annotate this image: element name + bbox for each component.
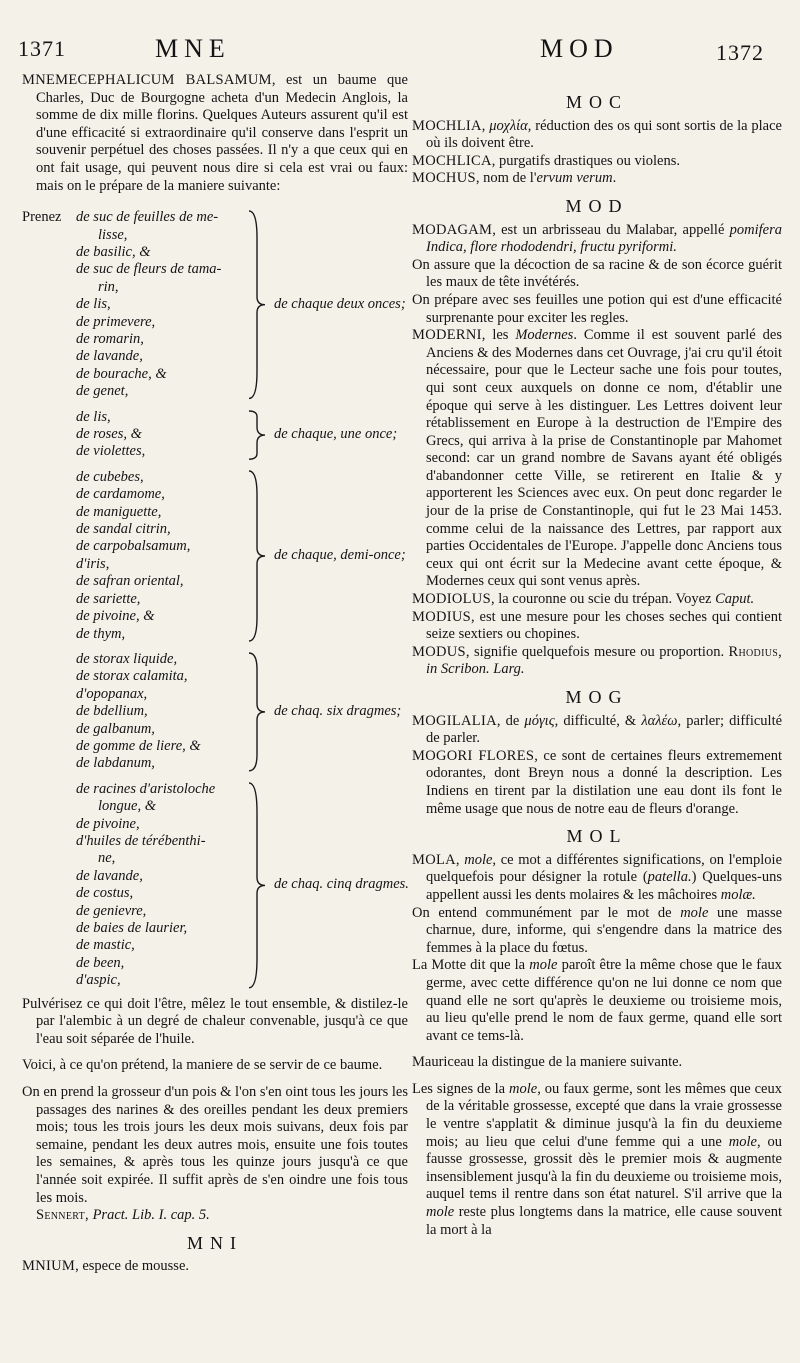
ingredient-item: de labdanum, — [76, 755, 155, 772]
greek-word: λαλέω — [641, 712, 678, 729]
italic-term: mole — [464, 851, 493, 868]
ingredient-item: lisse, — [98, 226, 128, 243]
ingredient-item: ne, — [98, 850, 116, 867]
ingredient-item: de storax liquide, — [76, 650, 178, 667]
ingredient-item: de racines d'aristoloche — [76, 780, 216, 797]
ingredient-item: de carpobalsamum, — [76, 538, 191, 555]
section-heading-mol: MOL — [566, 826, 628, 847]
recipe-group — [22, 781, 408, 990]
italic-term: pomifera Indica, flore rhododendri, fructu pyriformi. — [426, 221, 783, 256]
entry-mogilalia — [412, 713, 782, 748]
entry-modiolus — [412, 591, 782, 609]
italic-term: mole — [728, 1133, 757, 1150]
ingredient-item: de storax calamita, — [76, 668, 188, 685]
italic-term: mole — [509, 1080, 538, 1097]
paragraph-mola-2 — [412, 905, 782, 958]
ingredient-item: d'huiles de térébenthi- — [76, 832, 206, 849]
ingredient-item: rin, — [98, 278, 119, 295]
entry-text: , parler; difficulté de parler. — [426, 712, 783, 747]
entry-text: , espece de mousse. — [75, 1258, 190, 1275]
italic-term: ervum verum — [536, 170, 613, 187]
paragraph-voici: Voici, à ce qu'on prétend, la maniere de se servir de ce baume. — [22, 1057, 383, 1074]
ingredient-item: longue, & — [98, 798, 156, 815]
dose-label: de chaque, demi-once; — [274, 546, 406, 563]
entry-mogori — [412, 748, 782, 818]
paragraph-mola-4: Mauriceau la distingue de la maniere suivante. — [412, 1054, 683, 1071]
section-heading-mni: MNI — [187, 1232, 243, 1253]
entry-text: La Motte dit que la — [412, 957, 526, 974]
italic-term: mole — [680, 904, 709, 921]
entry-text: ou fausse grossesse, grossit dès le premier mois & augmente insensiblement jusqu'à la fin du deuxieme ou troisieme mois, auquel tems il rentre dans son état naturel. S'il arrive que la — [426, 1133, 782, 1203]
ingredient-item: de roses, & — [76, 426, 142, 443]
entry-mnium — [22, 1258, 408, 1276]
ingredient-item: de maniguette, — [76, 503, 162, 520]
entry-text: , — [455, 851, 460, 868]
ref-author: Rhodius, — [728, 643, 783, 660]
recipe-group — [22, 409, 408, 461]
ingredient-item: de costus, — [76, 885, 134, 902]
dose-label: de chaque deux onces; — [274, 295, 406, 312]
headword: MOGILALIA — [412, 712, 497, 729]
ingredient-item: de bourache, & — [76, 365, 167, 382]
italic-term: molæ. — [720, 886, 756, 903]
entry-text: , de — [496, 712, 520, 729]
entry-text: paroît être la même chose que le faux germe, avec cette différence qu'on ne lui donne ce nom que quand elle ne sort qu'après le deuxieme ou troisieme mois, au lieu qu'elle prend le nom de faux germe, quand elle sort avant ce tems-là. — [426, 957, 783, 1044]
ingredient-item: d'iris, — [76, 555, 110, 572]
headword: MNIUM — [22, 1258, 76, 1275]
curly-brace-icon — [246, 409, 268, 461]
ingredient-item: de safran oriental, — [76, 573, 184, 590]
entry-text: reste plus longtems dans la matrice, elle cause souvent la mort à la — [426, 1204, 782, 1238]
entry-text: , ce sont de certaines fleurs extremement odorantes, dont Breyn nous a donné la description. Les Indiens en tirent par la distilation une eau dont ils font le même usage que nous de notre eau de fleurs d'orange. — [426, 747, 782, 817]
greek-word: μόγις — [524, 712, 555, 729]
entry-text: , ou faux germe, sont les mêmes que ceux de la véritable grossesse, excepté que dans la vraie grossesse le ventre s'applatit & diminue jusqu'à la fin du deuxieme mois; au lieu que celui d'une femme qui a une — [426, 1080, 782, 1150]
paragraph-modagam-3: On prépare avec ses feuilles une potion qui est d'une efficacité surprenante pour exciter les regles. — [412, 291, 782, 326]
ingredient-item: de sariette, — [76, 590, 141, 607]
ingredient-item: de thym, — [76, 625, 126, 642]
entry-text: ) Quelques-uns appellent aussi les dents molaires & les mâchoires — [426, 869, 782, 903]
entry-modagam — [412, 222, 782, 257]
italic-term: mole — [529, 957, 558, 974]
ingredient-item: de bdellium, — [76, 703, 148, 720]
cross-reference: Caput. — [715, 591, 755, 608]
entry-text: , est une mesure pour les choses seches qui contient seize sextiers ou chopines. — [426, 608, 782, 643]
entry-modus — [412, 644, 782, 679]
italic-term: mole — [426, 1204, 455, 1221]
entry-mnemecephalicum — [22, 72, 408, 195]
ingredient-item: d'aspic, — [76, 972, 121, 989]
running-head-right: MOD — [540, 34, 619, 63]
ingredient-item: de primevere, — [76, 313, 156, 330]
entry-text: , nom de l' — [475, 170, 537, 187]
ingredient-list — [76, 781, 246, 990]
section-heading-moc: MOC — [565, 92, 628, 112]
recipe-list — [22, 209, 408, 989]
headword: MODIUS — [412, 608, 471, 625]
curly-brace-icon — [246, 651, 268, 773]
ingredient-item: de mastic, — [76, 937, 135, 954]
section-heading-mog: MOG — [565, 687, 629, 707]
ingredient-item: de been, — [76, 954, 125, 971]
entry-text: , les — [481, 327, 509, 344]
ingredient-item: de pivoine, & — [76, 608, 155, 625]
ingredient-list — [76, 209, 246, 400]
entry-mochus — [412, 170, 782, 188]
italic-term: patella. — [647, 869, 692, 886]
ingredient-item: de lis, — [76, 408, 111, 425]
ingredient-item: de lis, — [76, 296, 111, 313]
right-column — [412, 72, 782, 1239]
recipe-group — [22, 209, 408, 400]
running-head-left: MNE — [155, 34, 231, 63]
ingredient-list — [76, 409, 246, 461]
entry-mochlica — [412, 153, 782, 171]
section-heading-mod: MOD — [565, 195, 629, 216]
recipe-group — [22, 651, 408, 773]
entry-text: , ce mot a différentes significations, on l'emploie quelquefois pour désigner la rotule ( — [426, 851, 783, 886]
headword: MOGORI FLORES — [412, 747, 535, 764]
entry-modius — [412, 609, 782, 644]
ref-work: Pract. Lib. I. cap. 5. — [92, 1207, 210, 1224]
ingredient-list — [76, 651, 246, 773]
dose-label: de chaq. six dragmes; — [274, 702, 402, 719]
ingredient-item: de violettes, — [76, 443, 146, 460]
ingredient-item: d'opopanax, — [76, 685, 148, 702]
ingredient-item: de basilic, & — [76, 243, 151, 260]
ingredient-item: de baies de laurier, — [76, 920, 188, 936]
dose-label: de chaq. cinq dragmes. — [274, 876, 409, 893]
headword: MODIOLUS — [412, 591, 491, 608]
ingredient-item: de lavande, — [76, 348, 143, 365]
entry-text: Les signes de la — [412, 1080, 506, 1097]
ingredient-item: de galbanum, — [76, 720, 155, 737]
entry-text: , purgatifs drastiques ou violens. — [491, 152, 680, 169]
paragraph-mola-3 — [412, 957, 782, 1045]
headword: MOLA — [412, 851, 456, 868]
page-number-left: 1371 — [18, 36, 66, 61]
prenez-label: Prenez — [22, 209, 62, 226]
greek-word: μοχλία — [489, 117, 528, 134]
ref-work: in Scribon. Larg. — [426, 661, 525, 678]
ref-author: Sennert, — [36, 1207, 89, 1224]
curly-brace-icon — [246, 469, 268, 643]
paragraph-pulverisez: Pulvérisez ce qui doit l'être, mêlez le tout ensemble, & distilez-le par l'alembic à un degré de chaleur convenable, jusqu'à ce que l'eau soit séparée de l'huile. — [22, 995, 408, 1047]
ingredient-list — [76, 469, 246, 643]
paragraph-modagam-2: On assure que la décoction de sa racine & de son écorce guérit les maux de tête invétérés. — [412, 256, 782, 291]
entry-text: , est un arbrisseau du Malabar, appellé — [492, 221, 725, 238]
headword: MODAGAM — [412, 221, 493, 238]
headword: MOCHLICA — [412, 152, 492, 169]
ingredient-item: de cubebes, — [76, 468, 144, 485]
recipe-group — [22, 469, 408, 643]
dose-label: de chaque, une once; — [274, 425, 398, 442]
entry-text: On entend communément par le mot de — [412, 904, 672, 921]
headword: MODUS — [412, 643, 466, 660]
entry-text: . — [612, 170, 617, 187]
ingredient-item: de suc de fleurs de tama- — [76, 261, 222, 278]
entry-mochlia: MOCHLIA, μοχλία, réduction des os qui sont sortis de la place où ils doivent être. — [412, 117, 782, 152]
entry-text: , est un baume que Charles, Duc de Bourgogne acheta d'un Medecin Anglois, la somme de dix mille florins. Quelques Auteurs assurent qu'il est d'une efficacité si extraordinaire qu'il conserve dans l'esprit un souvenir perpétuel des choses passées. Il n'y a que ceux qui en ont fait usage, qui peuvent nous dire si cela est vrai ou faux: mais on le prépare de la maniere suivante: — [36, 72, 408, 194]
entry-moderni — [412, 327, 782, 591]
headword: MNEMECEPHALICUM BALSAMUM — [22, 72, 272, 88]
italic-term: Modernes — [515, 327, 574, 344]
ingredient-item: de suc de feuilles de me- — [76, 209, 219, 226]
entry-text: , difficulté, & — [554, 712, 637, 729]
left-column — [22, 72, 408, 1276]
ingredient-item: de lavande, — [76, 867, 143, 884]
entry-text: , signifie quelquefois mesure ou proportion. — [465, 643, 725, 660]
curly-brace-icon — [246, 781, 268, 990]
ingredient-item: de romarin, — [76, 331, 144, 347]
ingredient-item: de gomme de liere, & — [76, 737, 201, 754]
headword: MOCHUS — [412, 170, 476, 187]
ingredient-item: de genievre, — [76, 902, 147, 919]
curly-brace-icon — [246, 209, 268, 400]
entry-mola — [412, 852, 782, 905]
entry-text: , réduction des os qui sont sortis de la place où ils doivent être. — [426, 117, 782, 152]
ingredient-item: de genet, — [76, 383, 129, 400]
paragraph-usage — [22, 1084, 408, 1225]
entry-text: . Comme il est souvent parlé des Anciens & des Modernes dans cet Ouvrage, j'ai cru qu'il étoit nécessaire, pour que le Lecteur sache une fois pour toutes, qui sont ceux auxquels on donne ce nom, d'établir une époque qui serve à les distinguer. Les Lettres doivent leur rétablissement en Europe à la destruction de l'Empire des Grecs, qui arriva à la prise de Constantinople par Mahomet second: car un grand nombre de Savans ayant été obligés d'abandonner cette Ville, se retirerent en Italie & y apporterent les Sciences avec eux. On peut donc regarder le jour de la prise de Constantinople, qui fut le 23 Mai 1453. comme celui de la naissance des Lettres, par rapport aux parties Occidentales de l'Europe. J'appelle donc Anciens tous ceux qui ont écrit sur la Medecine avant cette époque, & Modernes ceux qui sont venus après. — [426, 327, 782, 590]
usage-text: On en prend la grosseur d'un pois & l'on s'en oint tous les jours les passages des narines & des oreilles pendant les deux premiers mois; tous les trois jours les deux mois suivans, deux fois par semaine, pendant les deux autres mois, ensuite une fois toutes les semaines, & après tous les quinze jours jusqu'à ce que l'année soit expirée. Il suffit après de s'en oindre une fois tous les mois. — [22, 1084, 408, 1206]
ingredient-item: de sandal citrin, — [76, 521, 171, 538]
ingredient-item: de pivoine, — [76, 815, 140, 832]
ingredient-item: de cardamome, — [76, 486, 165, 503]
entry-text: une masse charnue, dure, informe, qui s'engendre dans la matrice des femmes à la place du fœtus. — [426, 904, 783, 956]
entry-text: , la couronne ou scie du trépan. Voyez — [490, 591, 712, 608]
page-number-right: 1372 — [716, 40, 764, 65]
headword: MODERNI — [412, 327, 482, 344]
headword: MOCHLIA — [412, 117, 482, 134]
paragraph-mola-5: Les signes de la mole, ou faux germe, sont les mêmes que ceux de la véritable grossesse, excepté que dans la vraie grossesse le ventre s'applatit & diminue jusqu'à la fin du deuxieme mois; au lieu que celui d'une femme qui a une mole, ou fausse grossesse, grossit dès le premier mois & augmente insensiblement jusqu'à la fin du deuxieme ou troisieme mois, auquel tems il rentre dans son état naturel. S'il arrive que la mole reste plus longtems dans la matrice, elle cause souvent la mort à la — [412, 1080, 782, 1238]
